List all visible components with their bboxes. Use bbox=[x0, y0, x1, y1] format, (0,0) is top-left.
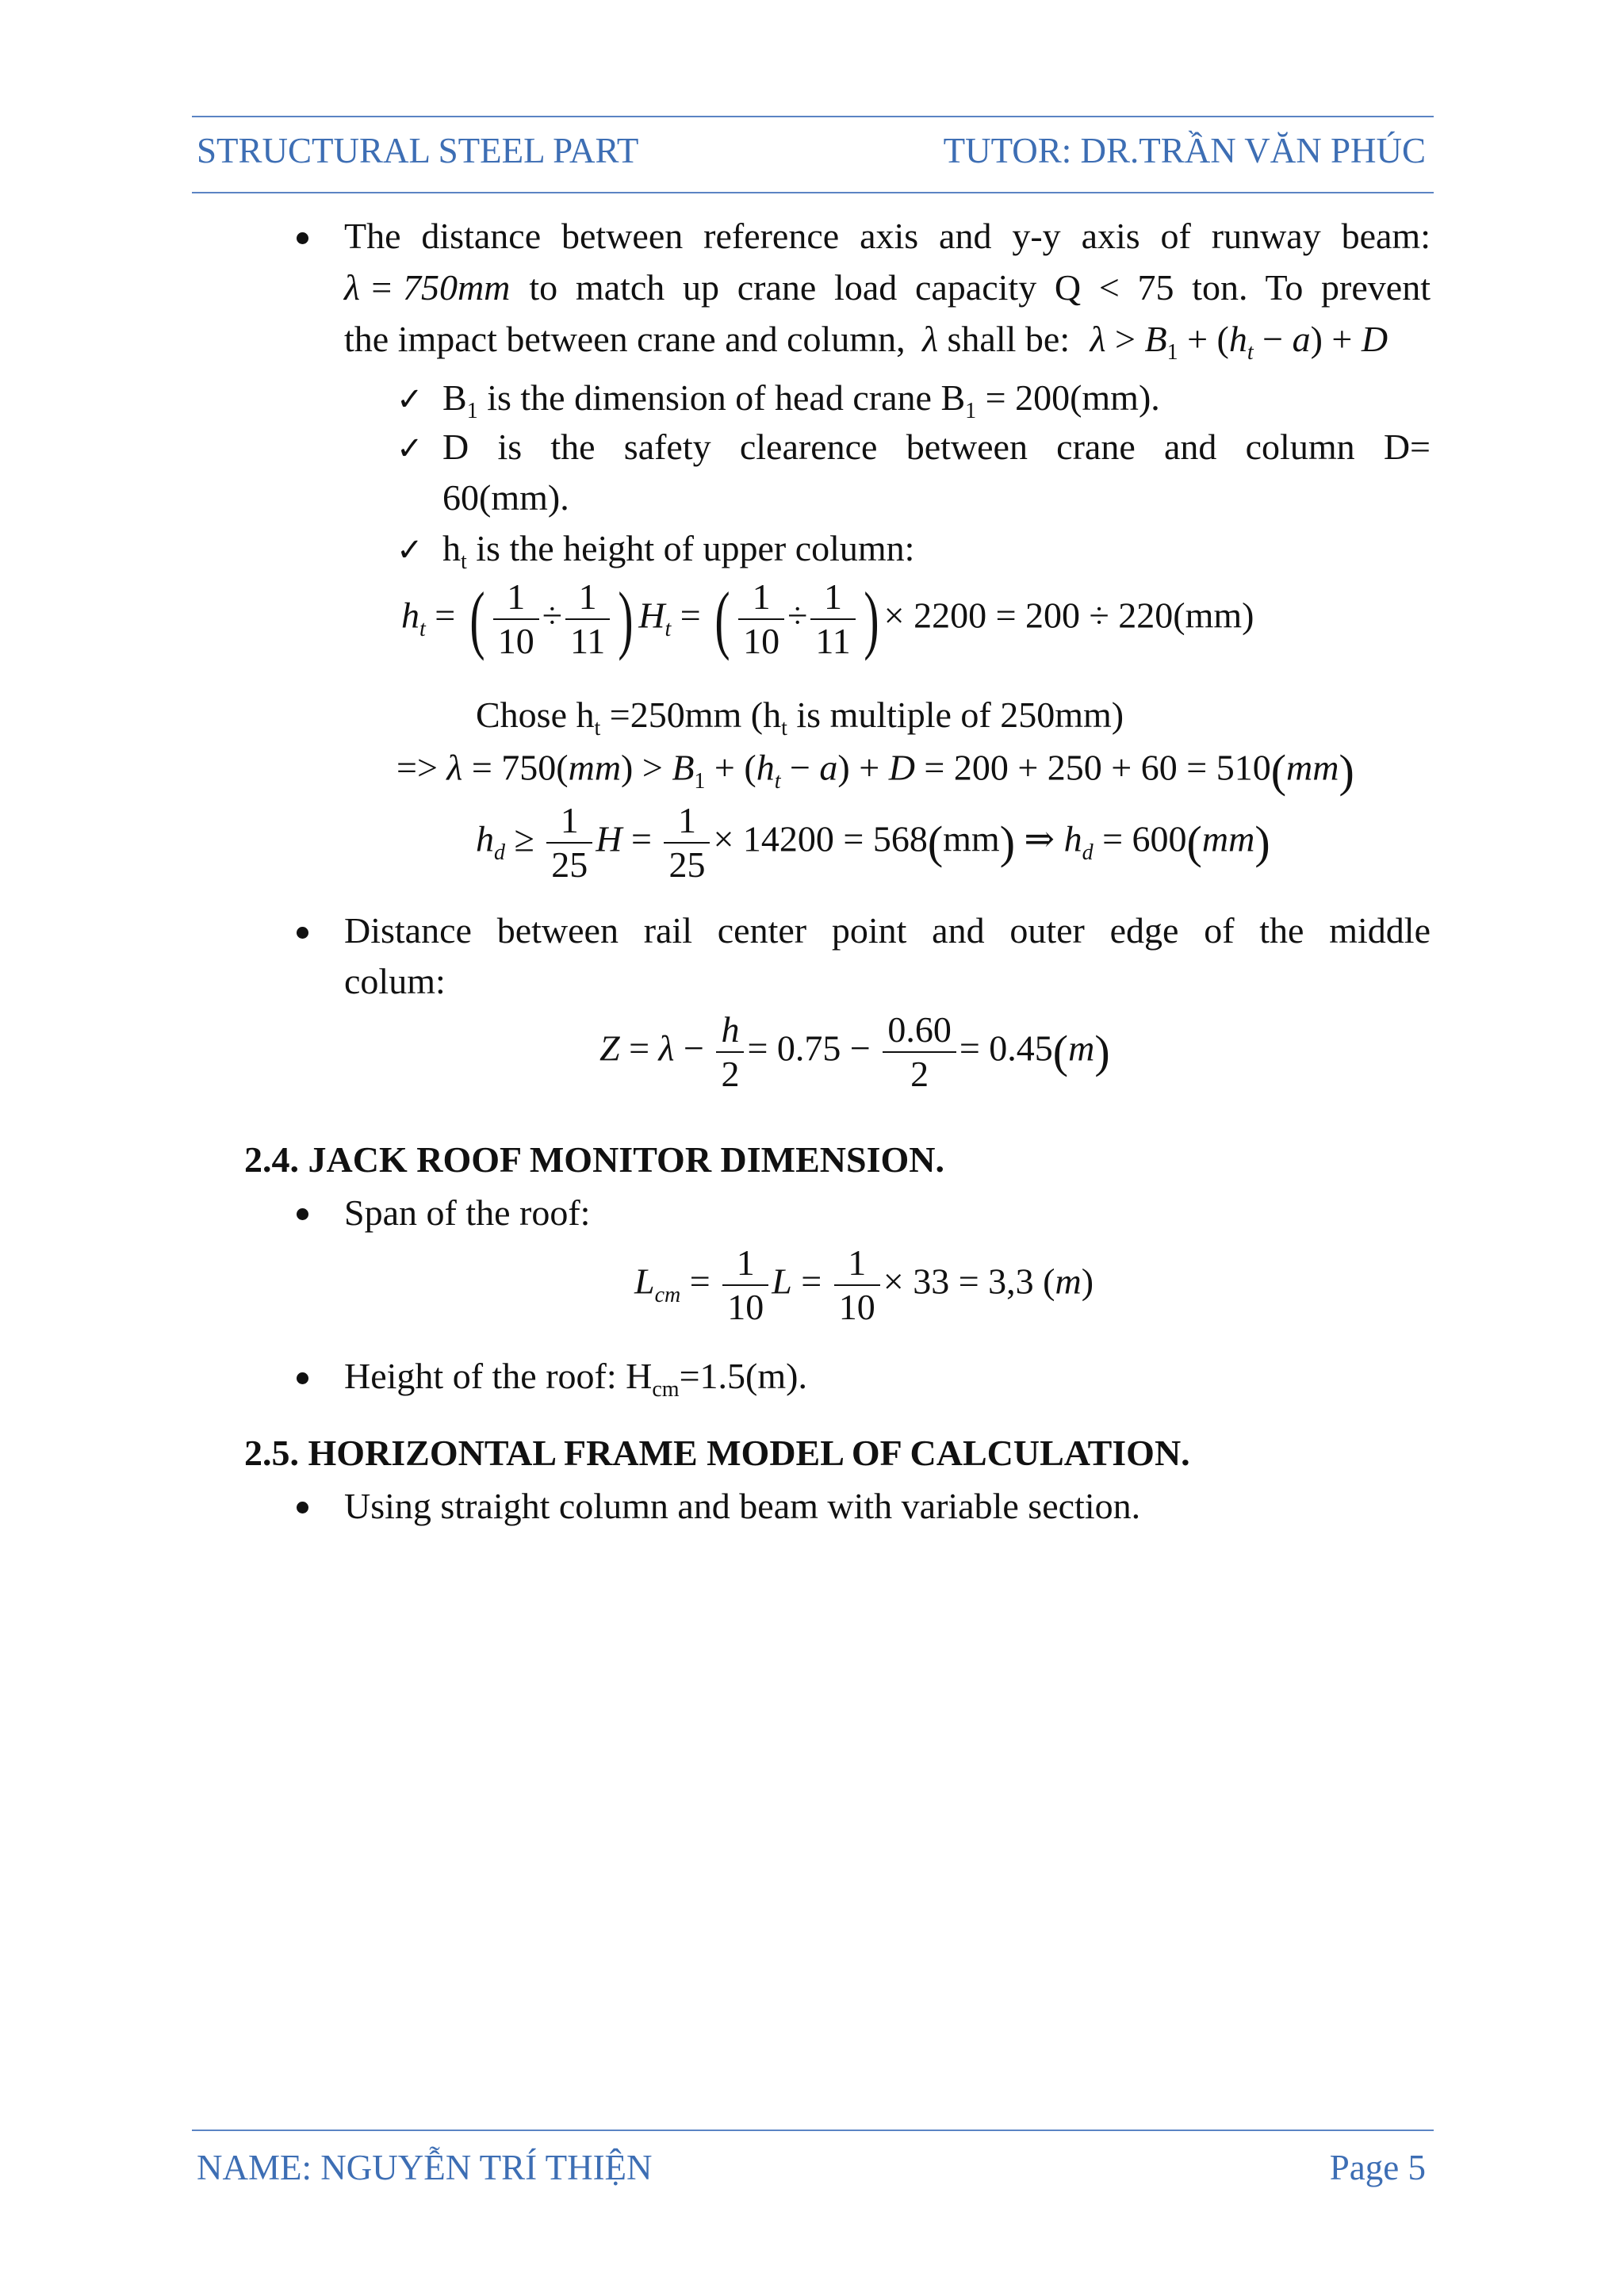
section-heading-2-4: 2.4. JACK ROOF MONITOR DIMENSION. bbox=[244, 1139, 944, 1180]
lambda-equation: λ = 750mm bbox=[344, 267, 511, 308]
bullet-5-text: Using straight column and beam with variable section. bbox=[344, 1486, 1141, 1526]
footer-left: NAME: NGUYỄN TRÍ THIỆN bbox=[197, 2148, 653, 2187]
header-rule-top bbox=[192, 116, 1434, 117]
ht-equation: $h_t$ = ( $\frac{1}{10}$ ÷ $\frac{1}{11}$ ) $H_t$ = ( $\frac{1}{10}$ ÷ $\frac{1}{11}$ ) × 2200 = 200 ÷ 220(mm) bbox=[401, 576, 1254, 661]
shall-be-text: shall be: bbox=[947, 319, 1071, 359]
check-3-text: $h_t$ is the height of upper column: bbox=[442, 528, 915, 575]
header-left: STRUCTURAL STEEL PART bbox=[197, 131, 639, 170]
bullet-1-line-1: The distance between reference axis and y-y axis of runway beam: bbox=[344, 216, 1431, 256]
header-rule-bottom bbox=[192, 192, 1434, 193]
bullet-dot bbox=[297, 232, 308, 244]
page-number: Page 5 bbox=[1329, 2148, 1426, 2187]
bullet-2-line-2: colum: bbox=[344, 961, 446, 1001]
lambda-symbol: λ bbox=[922, 319, 939, 359]
check-2-line-1: D is the safety clearence between crane and column D= bbox=[442, 427, 1431, 467]
bullet-dot bbox=[297, 1502, 308, 1513]
bullet-dot bbox=[297, 1372, 308, 1384]
bullet-1-line-2-text: to match up crane load capacity Q < 75 ton. To prevent bbox=[529, 267, 1431, 308]
lcm-equation: $L_{cm}$ = $\frac{1}{10}$ L = $\frac{1}{10}$ × 33 = 3,3 (m) bbox=[634, 1242, 1094, 1327]
header-right: TUTOR: DR.TRẦN VĂN PHÚC bbox=[943, 131, 1426, 170]
ht-equation-result: × 2200 = 200 ÷ 220(mm) bbox=[883, 595, 1254, 636]
bullet-dot bbox=[297, 927, 308, 939]
bullet-2-line-1: Distance between rail center point and outer edge of the middle bbox=[344, 910, 1431, 951]
check-1-text: $B_1$ is the dimension of head crane $B_1 = 200(mm)$. bbox=[442, 377, 1160, 424]
lambda-condition: $\lambda > B_1 + (h_t - a) + D$ bbox=[1090, 319, 1388, 365]
bullet-1-line-2 bbox=[344, 266, 1431, 309]
checkmark-icon: ✓ bbox=[396, 532, 423, 568]
checkmark-icon: ✓ bbox=[396, 381, 423, 418]
footer-rule bbox=[192, 2130, 1434, 2131]
chose-ht-text: Chose $h_t =250mm$ ($h_t$ is multiple of 250mm) bbox=[476, 695, 1124, 741]
implies-equation: => $\lambda = 750(mm) > B_1 + (h_t - a) + D = 200 + 250 + 60 = 510(mm)$ bbox=[396, 745, 1354, 797]
bullet-1-line-3-text: the impact between crane and column, bbox=[344, 319, 906, 359]
check-2-line-2: 60(mm). bbox=[442, 477, 569, 518]
bullet-3-text: Span of the roof: bbox=[344, 1192, 591, 1233]
hd-equation: $h_d$ ≥ $\frac{1}{25}$ H = $\frac{1}{25}$ × 14200 = 568(mm) ⇒ $h_d = 600(mm)$ bbox=[476, 800, 1270, 885]
z-equation: Z = λ − $\frac{h}{2}$ = 0.75 − $\frac{0.60}{2}$ = 0.45(m) bbox=[599, 1009, 1110, 1094]
bullet-4-text: Height of the roof: $H_{cm}=1.5(m)$. bbox=[344, 1356, 807, 1402]
checkmark-icon: ✓ bbox=[396, 430, 423, 467]
section-heading-2-5: 2.5. HORIZONTAL FRAME MODEL OF CALCULATION. bbox=[244, 1433, 1190, 1473]
bullet-1-line-3 bbox=[344, 317, 1388, 366]
bullet-dot bbox=[297, 1208, 308, 1220]
